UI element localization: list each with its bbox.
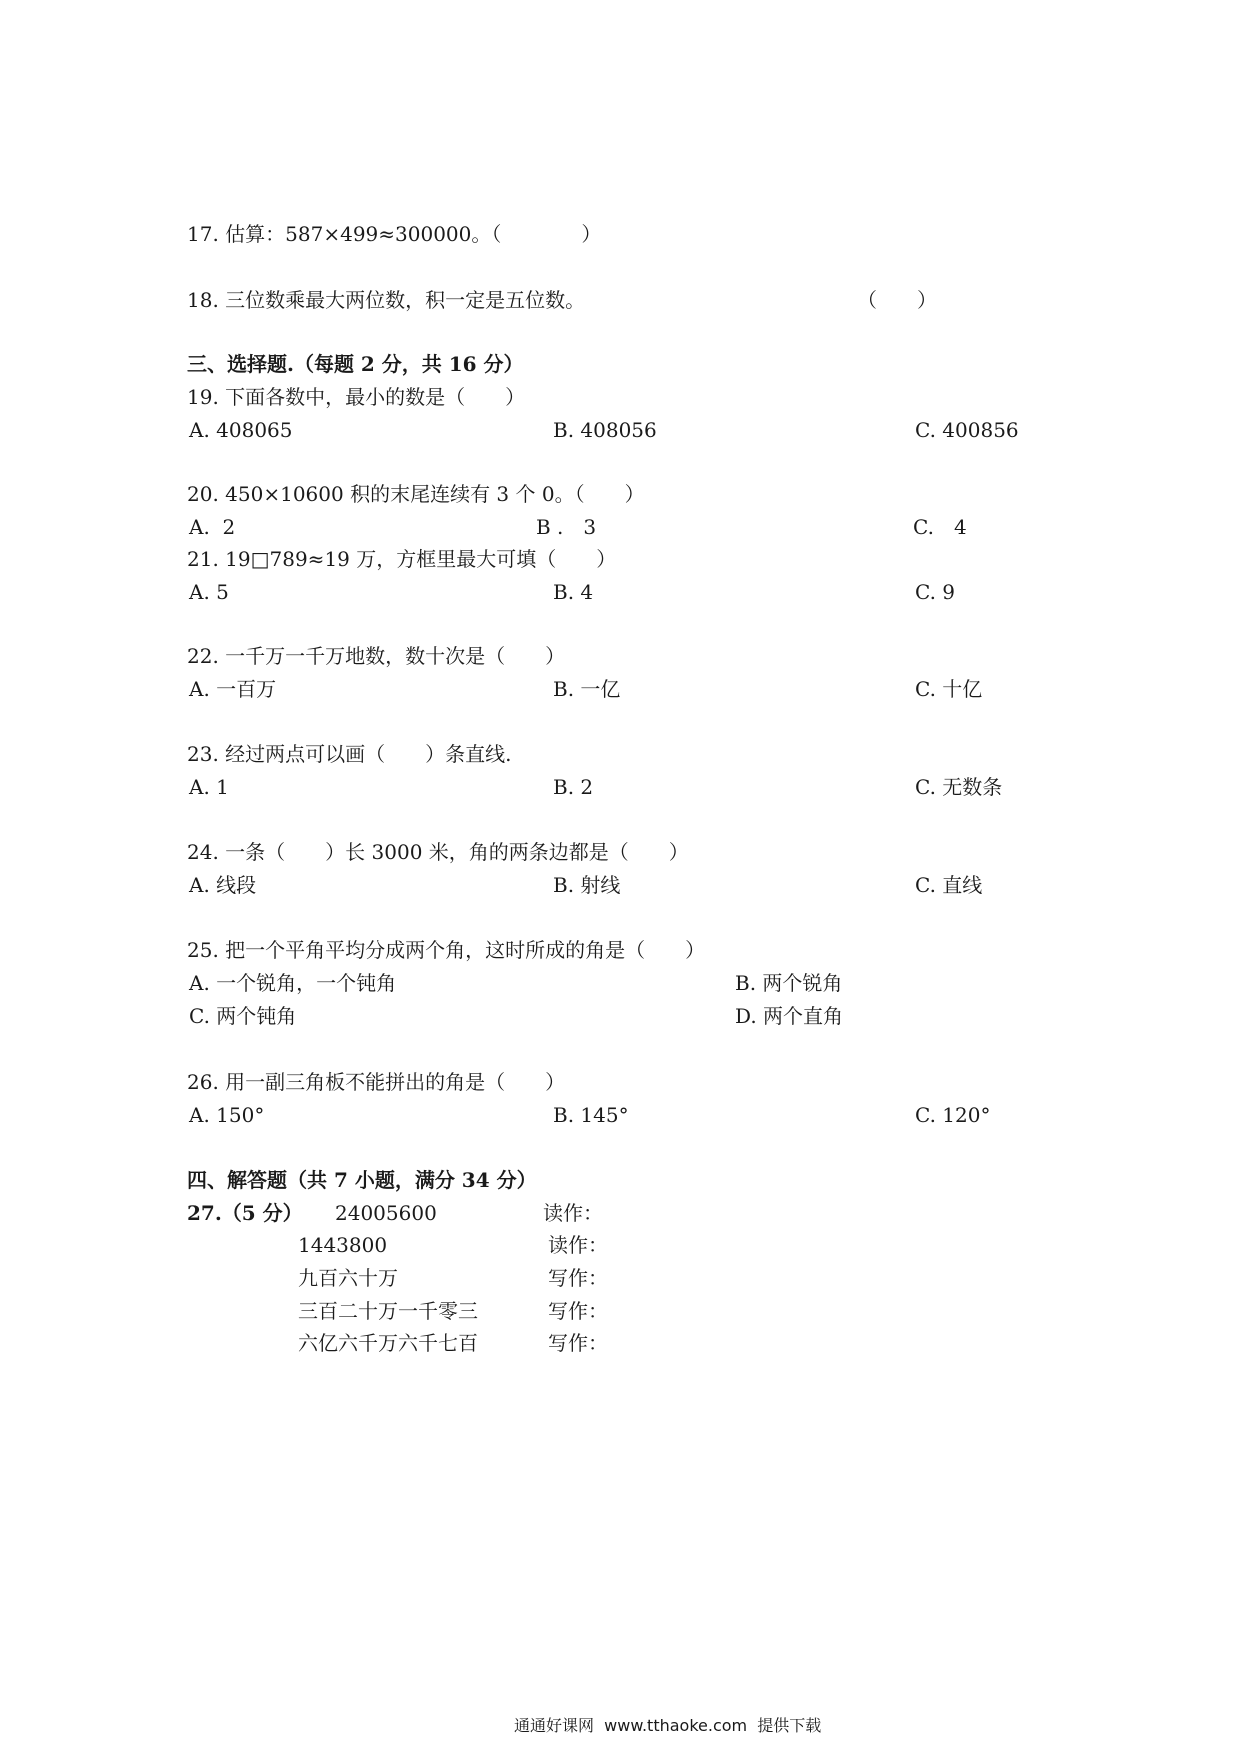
question-20-option-b: B . 3 bbox=[536, 515, 597, 539]
question-19-option-a: A. 408065 bbox=[189, 418, 293, 442]
question-20-option-c: C. 4 bbox=[913, 515, 967, 539]
question-22-option-a: A. 一百万 bbox=[189, 677, 277, 701]
question-23-stem: 23. 经过两点可以画（ ）条直线. bbox=[187, 742, 512, 766]
question-23-option-c: C. 无数条 bbox=[915, 775, 1003, 799]
question-18-answer-blank: （ ） bbox=[857, 288, 937, 312]
question-22-stem: 22. 一千万一千万地数，数十次是（ ） bbox=[187, 644, 566, 668]
question-24-option-a: A. 线段 bbox=[189, 873, 257, 897]
question-20-stem: 20. 450×10600 积的末尾连续有 3 个 0。（ ） bbox=[187, 482, 645, 506]
footer-source: 通通好课网 www.tthaoke.com 提供下载 bbox=[514, 1716, 822, 1735]
question-25-stem: 25. 把一个平角平均分成两个角，这时所成的角是（ ） bbox=[187, 938, 706, 962]
question-26-option-a: A. 150° bbox=[189, 1103, 265, 1127]
question-27-item: 六亿六千万六千七百 bbox=[298, 1331, 478, 1355]
question-17: 17. 估算：587×499≈300000。（ ） bbox=[187, 222, 602, 246]
question-25-option-d: D. 两个直角 bbox=[735, 1004, 844, 1028]
question-22-option-b: B. 一亿 bbox=[553, 677, 621, 701]
question-26-option-c: C. 120° bbox=[915, 1103, 991, 1127]
question-19-option-b: B. 408056 bbox=[553, 418, 657, 442]
question-19-stem: 19. 下面各数中，最小的数是（ ） bbox=[187, 385, 526, 409]
question-23-option-b: B. 2 bbox=[553, 775, 594, 799]
question-27-action: 写作： bbox=[548, 1331, 608, 1355]
question-20-option-a: A. 2 bbox=[189, 515, 236, 539]
question-27-label: 27.（5 分） bbox=[187, 1201, 303, 1225]
question-21-option-a: A. 5 bbox=[189, 580, 229, 604]
question-19-option-c: C. 400856 bbox=[915, 418, 1019, 442]
question-22-option-c: C. 十亿 bbox=[915, 677, 983, 701]
question-18: 18. 三位数乘最大两位数，积一定是五位数。 bbox=[187, 288, 586, 312]
question-27-item: 九百六十万 bbox=[298, 1266, 398, 1290]
question-24-option-c: C. 直线 bbox=[915, 873, 983, 897]
question-27-action: 读作： bbox=[548, 1233, 608, 1257]
question-26-option-b: B. 145° bbox=[553, 1103, 629, 1127]
question-24-option-b: B. 射线 bbox=[553, 873, 621, 897]
question-27-action: 写作： bbox=[548, 1299, 608, 1323]
question-27-item: 24005600 bbox=[335, 1201, 437, 1225]
question-27-item: 三百二十万一千零三 bbox=[298, 1299, 478, 1323]
question-21-option-b: B. 4 bbox=[553, 580, 594, 604]
question-27-item: 1443800 bbox=[298, 1233, 388, 1257]
question-27-action: 写作： bbox=[548, 1266, 608, 1290]
question-25-option-b: B. 两个锐角 bbox=[735, 971, 843, 995]
question-21-option-c: C. 9 bbox=[915, 580, 956, 604]
section-3-title: 三、选择题.（每题 2 分，共 16 分） bbox=[187, 352, 524, 376]
question-26-stem: 26. 用一副三角板不能拼出的角是（ ） bbox=[187, 1070, 566, 1094]
question-25-option-c: C. 两个钝角 bbox=[189, 1004, 297, 1028]
question-24-stem: 24. 一条（ ）长 3000 米，角的两条边都是（ ） bbox=[187, 840, 689, 864]
question-21-stem: 21. 19□789≈19 万，方框里最大可填（ ） bbox=[187, 547, 617, 571]
section-4-title: 四、解答题（共 7 小题，满分 34 分） bbox=[187, 1168, 537, 1192]
question-23-option-a: A. 1 bbox=[189, 775, 229, 799]
question-27-action: 读作： bbox=[543, 1201, 603, 1225]
question-25-option-a: A. 一个锐角，一个钝角 bbox=[189, 971, 397, 995]
